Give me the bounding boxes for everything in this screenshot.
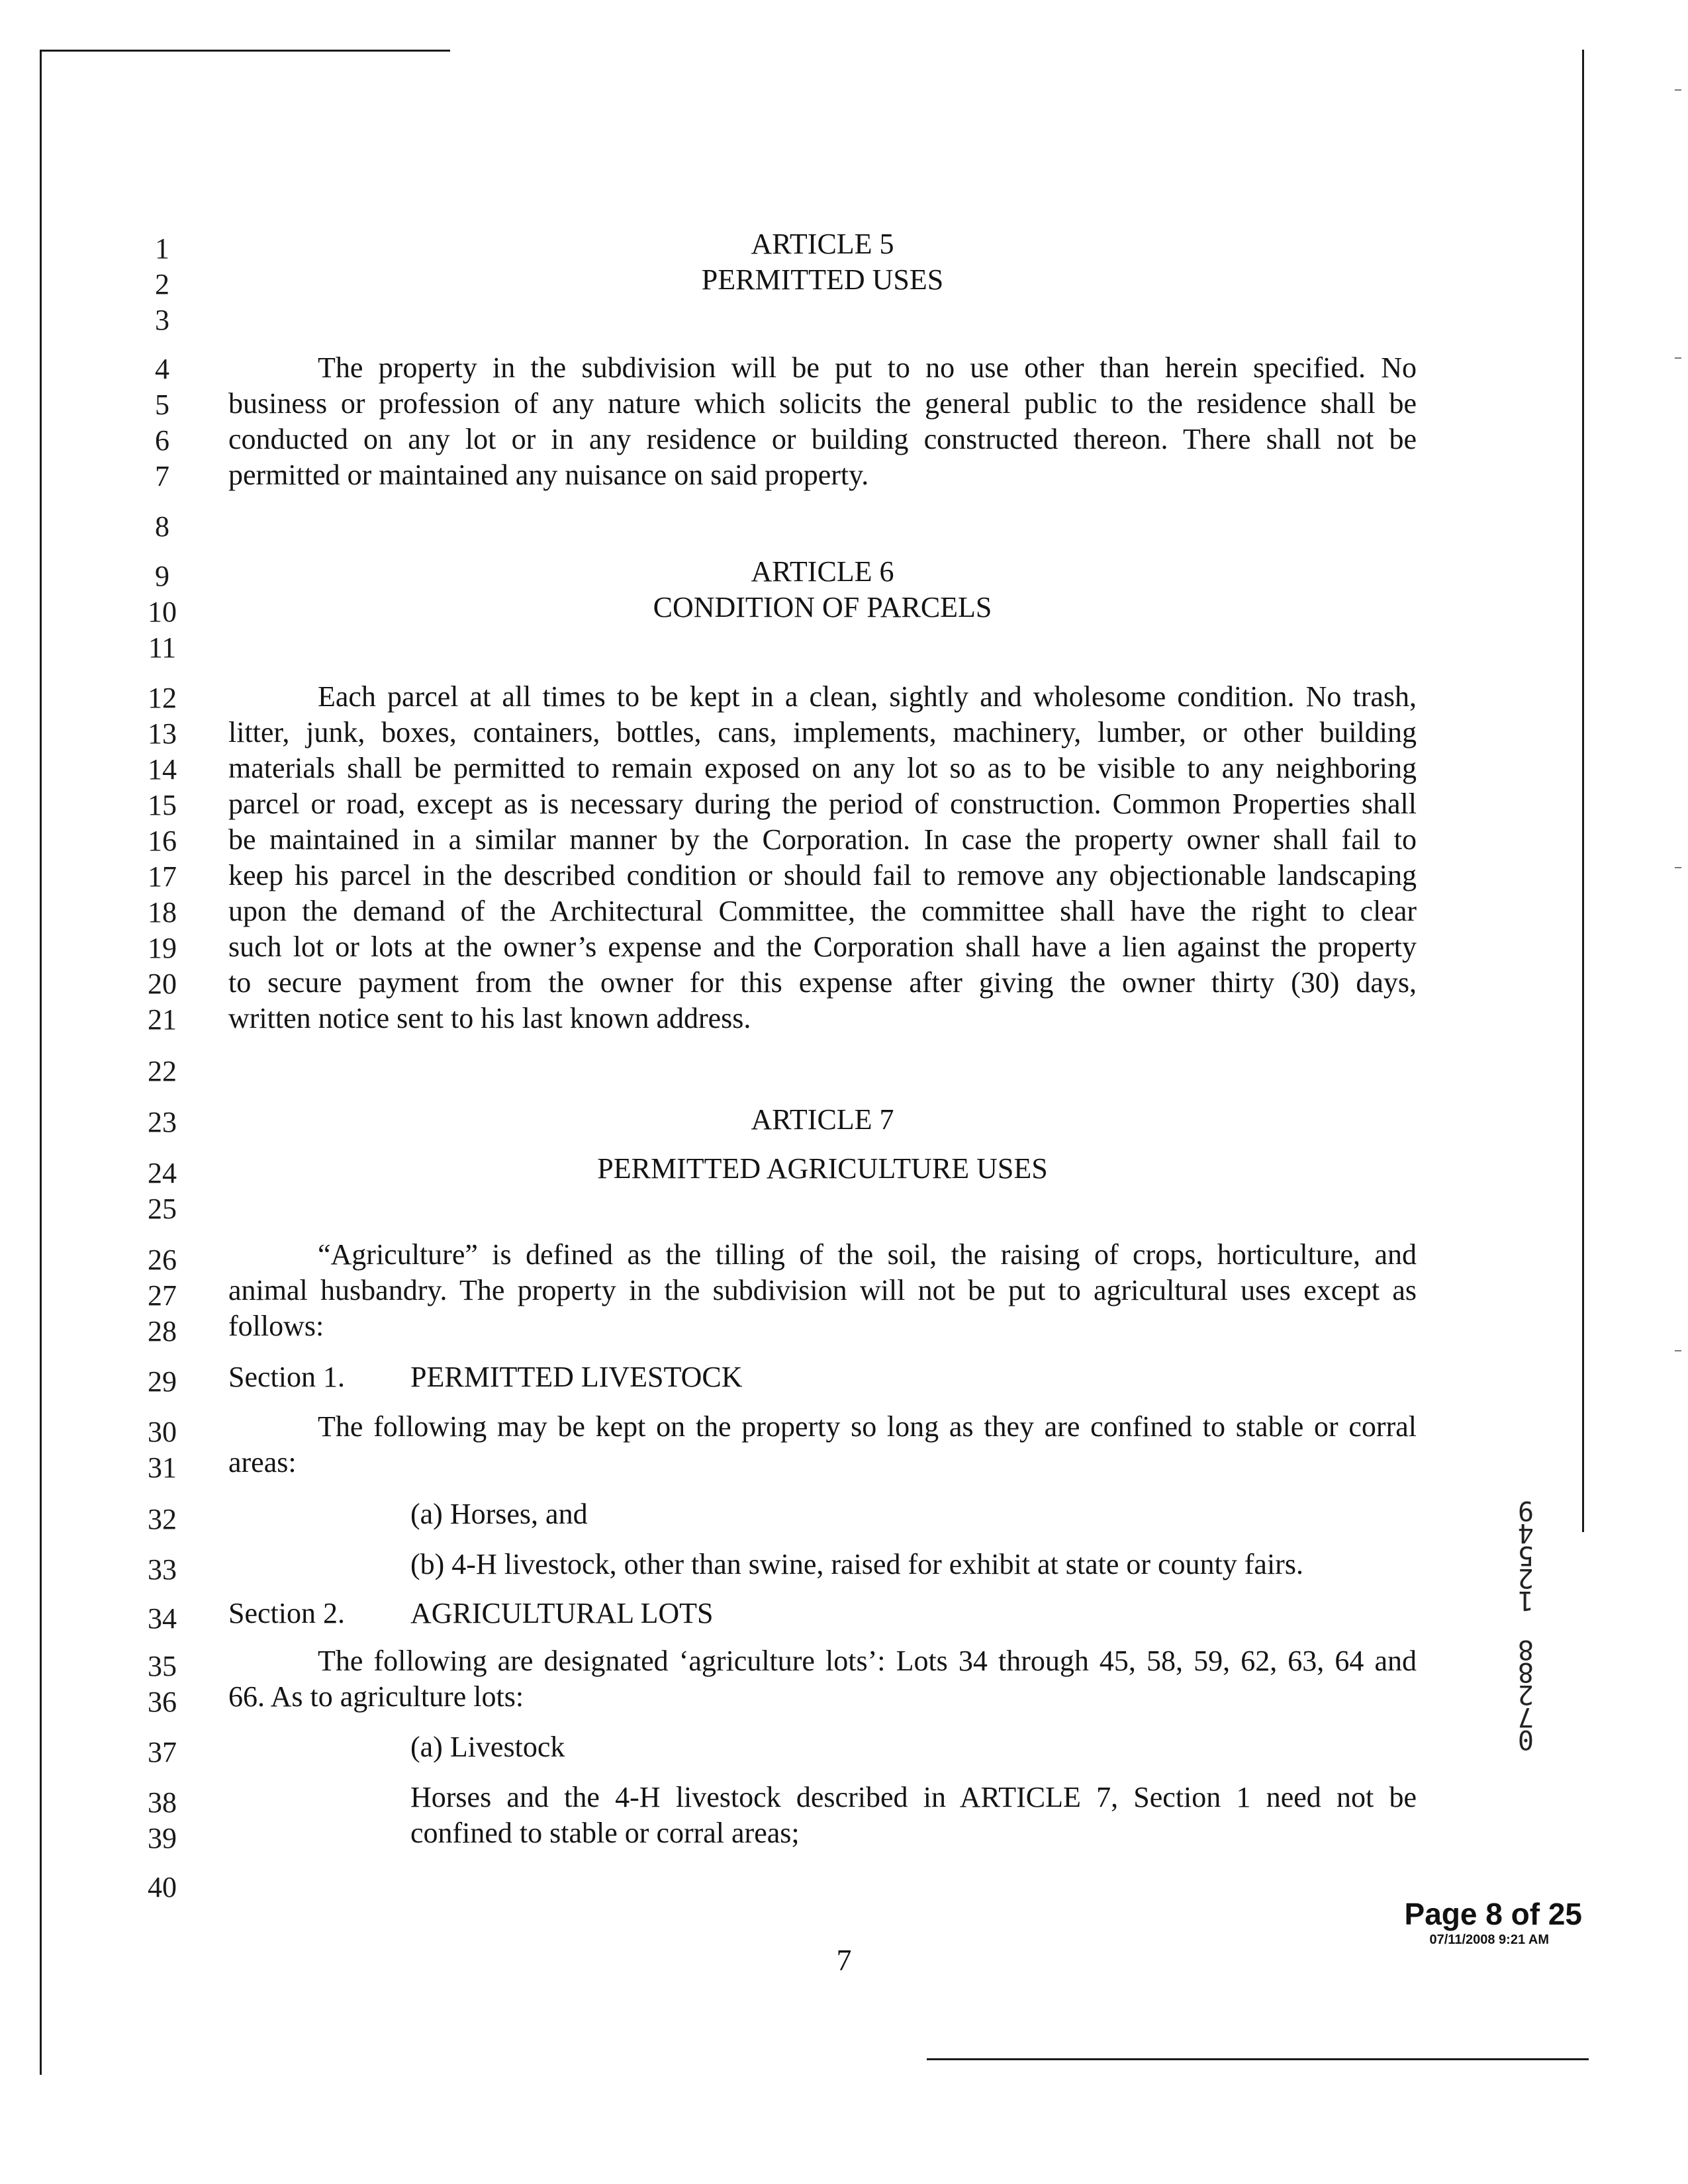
line-number: 3 [155,304,169,336]
stamp-digit: 2 [1517,1563,1534,1593]
article-6-body-line: upon the demand of the Architectural Committee, the committee shall have the right to clear [228,895,1417,927]
section-2-number: Section 2. [228,1597,345,1629]
stamp-digit: 9 [1517,1495,1534,1525]
article-6-body-line: be maintained in a similar manner by the Corporation. In case the property owner shall fail to [228,823,1417,856]
line-number: 9 [155,560,169,592]
article-6-body-line: written notice sent to his last known address. [228,1002,751,1034]
line-number: 21 [148,1003,177,1036]
recording-stamp-part-1 [1513,1495,1539,1615]
article-6-heading: ARTICLE 6 [751,555,894,588]
line-number: 1 [155,232,169,265]
line-number: 25 [148,1193,177,1225]
line-number: 26 [148,1244,177,1276]
margin-tick [1675,89,1681,91]
stamp-digit: 0 [1517,1724,1534,1754]
margin-tick [1675,867,1681,868]
margin-tick [1675,357,1681,359]
article-6-body-line: Each parcel at all times to be kept in a clean, sightly and wholesome condition. No trash, [318,680,1417,713]
line-number: 19 [148,932,177,964]
line-number: 14 [148,753,177,786]
line-number: 13 [148,717,177,750]
page-count-label: Page 8 of 25 [1404,1897,1582,1931]
article-7-title: PERMITTED AGRICULTURE USES [597,1152,1048,1185]
top-rule [40,50,450,52]
section-1-item-a: (a) Horses, and [410,1498,588,1530]
stamp-digit: 5 [1517,1540,1534,1570]
line-number: 40 [148,1871,177,1903]
line-number: 18 [148,896,177,929]
article-5-body-line: permitted or maintained any nuisance on said property. [228,459,869,491]
stamp-digit: 2 [1517,1679,1534,1709]
line-number: 37 [148,1736,177,1768]
article-7-body-line: “Agriculture” is defined as the tilling of the soil, the raising of crops, horticulture, and [318,1238,1417,1271]
article-6-body-line: to secure payment from the owner for this expense after giving the owner thirty (30) days, [228,966,1417,999]
section-2-body-line: 66. As to agriculture lots: [228,1680,524,1713]
line-number: 17 [148,860,177,893]
page-number: 7 [836,1943,852,1977]
section-1-item-b: (b) 4-H livestock, other than swine, raised for exhibit at state or county fairs. [410,1548,1303,1580]
article-6-body-line: keep his parcel in the described condition or should fail to remove any objectionable landscaping [228,859,1417,891]
line-number: 10 [148,596,177,628]
line-number: 32 [148,1503,177,1535]
article-5-title: PERMITTED USES [701,263,944,296]
line-number: 29 [148,1365,177,1398]
article-5-body-line: The property in the subdivision will be put to no use other than herein specified. No [318,351,1417,384]
section-1-body-line: areas: [228,1446,297,1479]
line-number: 8 [155,510,169,543]
section-2-title: AGRICULTURAL LOTS [410,1597,714,1629]
article-7-body-line: follows: [228,1310,324,1342]
article-5-body-line: business or profession of any nature which solicits the general public to the residence shall be [228,387,1417,420]
line-number: 33 [148,1553,177,1586]
left-rule [40,50,42,2075]
article-5-body-line: conducted on any lot or in any residence or building constructed thereon. There shall not be [228,423,1417,455]
line-number: 6 [155,424,169,457]
line-number: 15 [148,789,177,821]
section-1-body-line: The following may be kept on the property so long as they are confined to stable or corral [318,1410,1417,1443]
section-2-item-a-line: confined to stable or corral areas; [410,1817,800,1849]
stamp-digit: 4 [1517,1518,1534,1548]
line-number: 38 [148,1786,177,1819]
article-6-body-line: litter, junk, boxes, containers, bottles, cans, implements, machinery, lumber, or other building [228,716,1417,749]
article-6-title: CONDITION OF PARCELS [653,591,992,623]
section-2-item-a-line: Horses and the 4-H livestock described in ARTICLE 7, Section 1 need not be [410,1781,1417,1813]
section-2-item-a: (a) Livestock [410,1731,565,1763]
line-number: 4 [155,353,169,385]
article-5-heading: ARTICLE 5 [751,228,894,260]
line-number: 31 [148,1451,177,1484]
line-number: 28 [148,1315,177,1347]
line-number: 11 [148,631,177,664]
article-6-body-line: materials shall be permitted to remain exposed on any lot so as to be visible to any neighboring [228,752,1417,784]
stamp-digit: 8 [1517,1657,1534,1687]
line-number: 30 [148,1416,177,1448]
margin-tick [1675,1350,1681,1351]
section-2-body-line: The following are designated ‘agriculture lots’: Lots 34 through 45, 58, 59, 62, 63, 64 and [318,1645,1417,1677]
article-7-body-line: animal husbandry. The property in the subdivision will not be put to agricultural uses except as [228,1274,1417,1306]
line-number: 23 [148,1106,177,1138]
line-number: 35 [148,1650,177,1682]
article-6-body-line: such lot or lots at the owner’s expense and the Corporation shall have a lien against the property [228,931,1417,963]
line-number: 2 [155,268,169,300]
right-rule [1582,50,1584,1532]
line-number: 7 [155,460,169,492]
line-number: 34 [148,1602,177,1635]
line-number: 5 [155,388,169,421]
line-number: 27 [148,1279,177,1312]
recording-stamp-part-2 [1513,1634,1539,1754]
line-number: 39 [148,1822,177,1854]
line-number: 24 [148,1157,177,1189]
section-1-title: PERMITTED LIVESTOCK [410,1361,743,1393]
line-number: 16 [148,825,177,857]
line-number: 12 [148,682,177,714]
article-6-body-line: parcel or road, except as is necessary during the period of construction. Common Properties shall [228,788,1417,820]
article-7-heading: ARTICLE 7 [751,1103,894,1136]
bottom-rule [927,2058,1589,2060]
section-1-number: Section 1. [228,1361,345,1393]
line-number: 20 [148,968,177,1000]
stamp-digit: 8 [1517,1634,1534,1664]
print-timestamp: 07/11/2008 9:21 AM [1429,1933,1549,1947]
line-number: 22 [148,1055,177,1087]
stamp-digit: 1 [1517,1585,1534,1615]
stamp-digit: 7 [1517,1702,1534,1732]
line-number: 36 [148,1686,177,1718]
